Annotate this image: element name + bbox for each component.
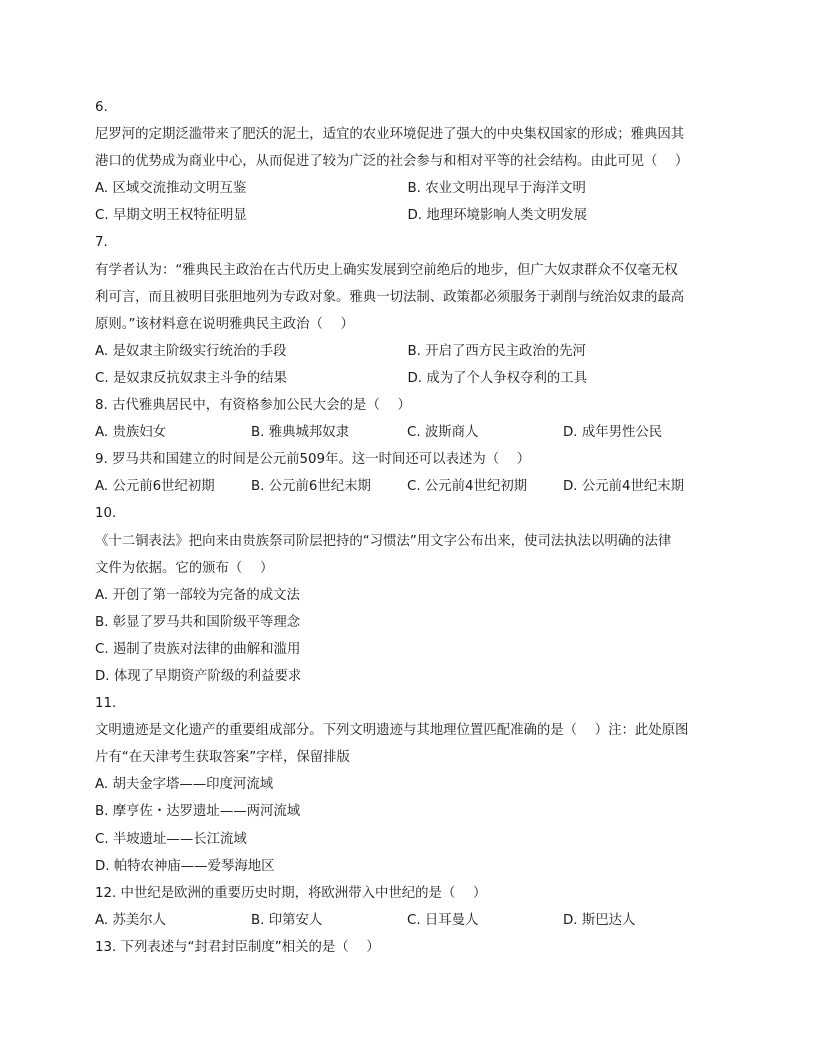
option-b: B. 雅典城邦奴隶 bbox=[251, 425, 350, 441]
option-b: B. 开启了西方民主政治的先河 bbox=[407, 343, 586, 359]
question-7 bbox=[95, 229, 720, 392]
question-stem-line: 港口的优势成为商业中心，从而促进了较为广泛的社会参与和相对平等的社会结构。由此可见（ ） bbox=[95, 154, 689, 170]
options-row bbox=[95, 907, 720, 934]
question-number: 11. bbox=[95, 696, 117, 712]
options-row bbox=[95, 202, 720, 229]
question-stem-line: 13. 下列表述与“封君封臣制度”相关的是（ ） bbox=[95, 939, 380, 955]
question-6 bbox=[95, 94, 720, 229]
option-a: A. 区域交流推动文明互鉴 bbox=[95, 181, 247, 197]
question-10 bbox=[95, 500, 720, 690]
option-b: B. 公元前6世纪末期 bbox=[251, 479, 371, 495]
option-c: C. 半坡遗址——长江流域 bbox=[95, 831, 247, 847]
question-13 bbox=[95, 934, 720, 961]
option-d: D. 体现了早期资产阶级的利益要求 bbox=[95, 668, 302, 684]
option-d: D. 成年男性公民 bbox=[563, 425, 663, 441]
question-8 bbox=[95, 392, 720, 446]
option-c: C. 早期文明王权特征明显 bbox=[95, 208, 247, 224]
question-stem-line: 尼罗河的定期泛滥带来了肥沃的泥土，适宜的农业环境促进了强大的中央集权国家的形成；雅典因其 bbox=[95, 127, 685, 143]
option-a: A. 贵族妇女 bbox=[95, 425, 166, 441]
question-stem-line: 片有“在天津考生获取答案”字样，保留排版 bbox=[95, 750, 350, 766]
question-12 bbox=[95, 880, 720, 934]
options-row bbox=[95, 175, 720, 202]
question-number: 10. bbox=[95, 506, 117, 522]
option-c: C. 日耳曼人 bbox=[407, 912, 479, 928]
options-row bbox=[95, 419, 720, 446]
option-b: B. 摩亨佐・达罗遗址——两河流域 bbox=[95, 804, 301, 820]
options-row bbox=[95, 365, 720, 392]
question-stem-line: 《十二铜表法》把向来由贵族祭司阶层把持的“习惯法”用文字公布出来，使司法执法以明确的法律 bbox=[95, 533, 672, 549]
question-stem-line: 8. 古代雅典居民中，有资格参加公民大会的是（ ） bbox=[95, 398, 411, 414]
question-stem-line: 12. 中世纪是欧洲的重要历史时期，将欧洲带入中世纪的是（ ） bbox=[95, 885, 487, 901]
question-list bbox=[95, 94, 720, 961]
option-c: C. 是奴隶反抗奴隶主斗争的结果 bbox=[95, 370, 287, 386]
question-number: 7. bbox=[95, 235, 108, 251]
option-b: B. 农业文明出现早于海洋文明 bbox=[407, 181, 586, 197]
question-stem-line: 9. 罗马共和国建立的时间是公元前509年。这一时间还可以表述为（ ） bbox=[95, 452, 531, 468]
option-d: D. 斯巴达人 bbox=[563, 912, 636, 928]
option-a: A. 开创了第一部较为完备的成文法 bbox=[95, 587, 300, 603]
question-stem-line: 文明遗迹是文化遗产的重要组成部分。下列文明遗迹与其地理位置匹配准确的是（ ）注：此处原图 bbox=[95, 723, 689, 739]
option-a: A. 是奴隶主阶级实行统治的手段 bbox=[95, 343, 287, 359]
option-d: D. 地理环境影响人类文明发展 bbox=[407, 208, 588, 224]
option-c: C. 波斯商人 bbox=[407, 425, 479, 441]
option-b: B. 彰显了罗马共和国阶级平等理念 bbox=[95, 614, 301, 630]
option-b: B. 印第安人 bbox=[251, 912, 323, 928]
question-9 bbox=[95, 446, 720, 500]
question-stem-line: 文件为依据。它的颁布（ ） bbox=[95, 560, 274, 576]
options-row bbox=[95, 473, 720, 500]
question-stem-line: 利可言，而且被明目张胆地列为专政对象。雅典一切法制、政策都必须服务于剥削与统治奴隶的最高 bbox=[95, 289, 685, 305]
option-d: D. 公元前4世纪末期 bbox=[563, 479, 685, 495]
option-d: D. 帕特农神庙——爱琴海地区 bbox=[95, 858, 275, 874]
option-d: D. 成为了个人争权夺利的工具 bbox=[407, 370, 588, 386]
option-a: A. 胡夫金字塔——印度河流域 bbox=[95, 777, 274, 793]
option-a: A. 公元前6世纪初期 bbox=[95, 479, 215, 495]
option-c: C. 遏制了贵族对法律的曲解和滥用 bbox=[95, 641, 301, 657]
question-number: 6. bbox=[95, 100, 108, 115]
option-a: A. 苏美尔人 bbox=[95, 912, 166, 928]
question-stem-line: 原则。”该材料意在说明雅典民主政治（ ） bbox=[95, 316, 354, 332]
option-c: C. 公元前4世纪初期 bbox=[407, 479, 528, 495]
question-stem-line: 有学者认为：“雅典民主政治在古代历史上确实发展到空前绝后的地步，但广大奴隶群众不仅毫无权 bbox=[95, 262, 678, 278]
options-row bbox=[95, 338, 720, 365]
question-11 bbox=[95, 690, 720, 880]
